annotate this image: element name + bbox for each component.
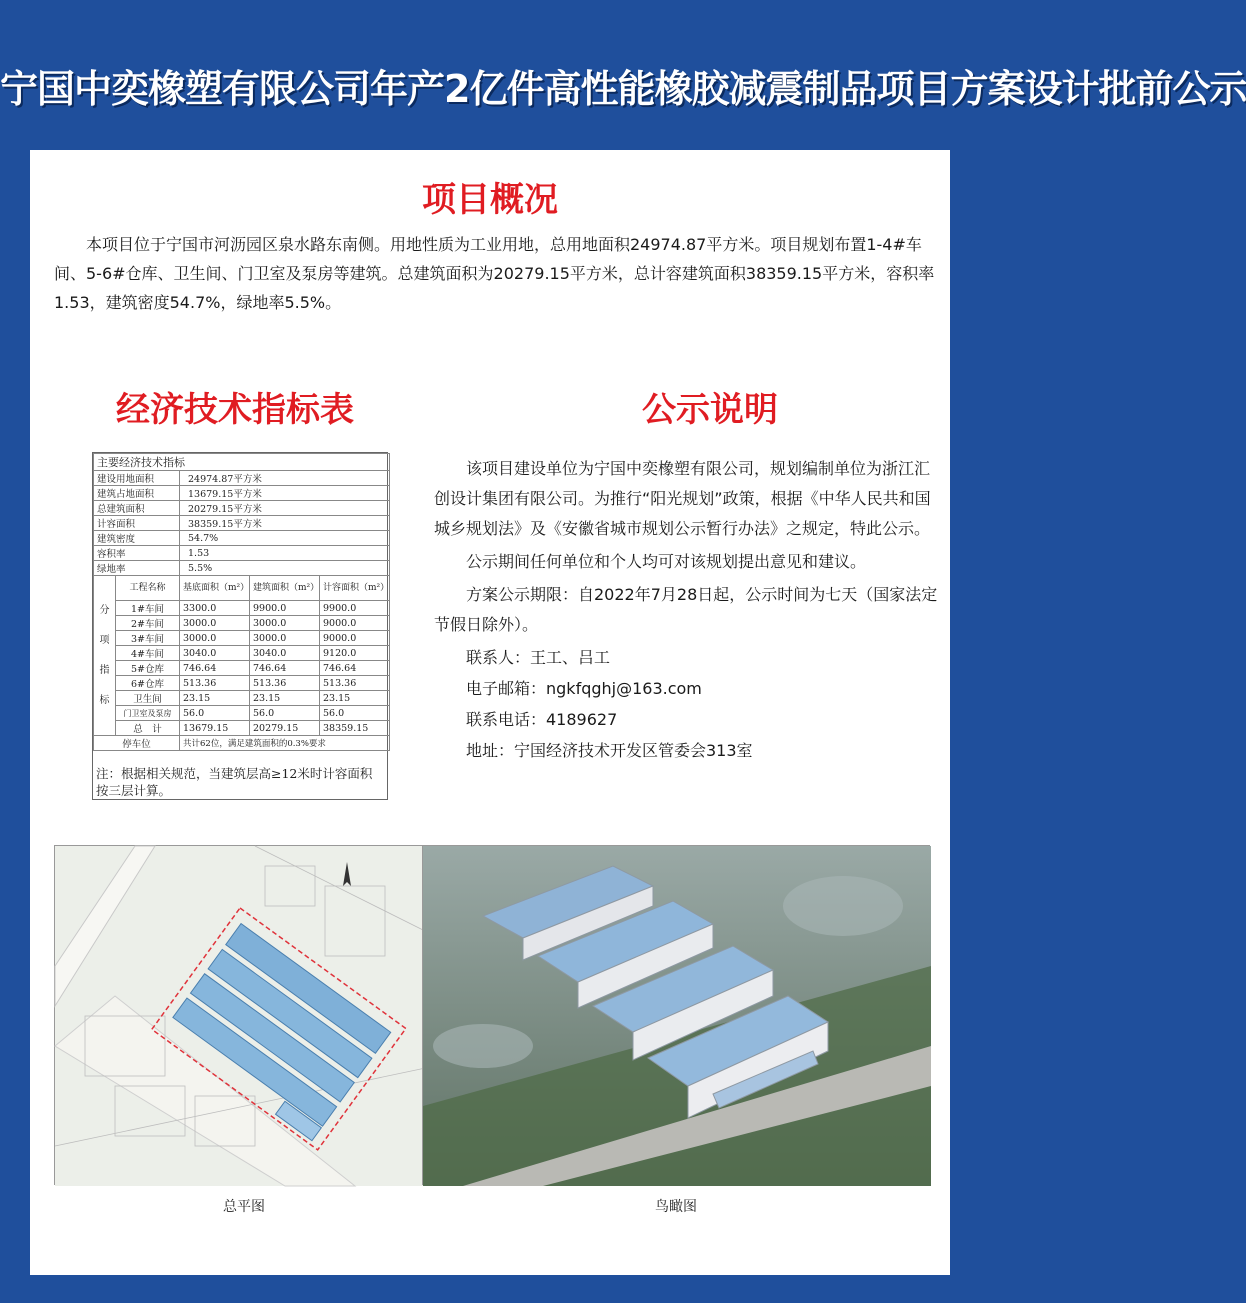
indicator-table-box — [92, 452, 388, 800]
cell-floor: 9900.0 — [250, 601, 320, 616]
parking-label: 停车位 — [94, 736, 180, 751]
summary-label: 容积率 — [94, 546, 180, 561]
cell-name: 5#仓库 — [116, 661, 180, 676]
total-label: 总 计 — [116, 721, 180, 736]
summary-value: 5.5% — [180, 561, 390, 576]
column-header: 计容面积（m²） — [320, 576, 390, 601]
cell-name: 门卫室及泵房 — [116, 706, 180, 721]
aerial-view-image — [422, 845, 930, 1185]
summary-label: 总建筑面积 — [94, 501, 180, 516]
cell-base: 3000.0 — [180, 631, 250, 646]
cell-base: 3040.0 — [180, 646, 250, 661]
cell-far: 9120.0 — [320, 646, 390, 661]
cell-base: 3000.0 — [180, 616, 250, 631]
cell-base: 23.15 — [180, 691, 250, 706]
page-title: 宁国中奕橡塑有限公司年产2亿件高性能橡胶减震制品项目方案设计批前公示 — [0, 67, 1246, 111]
cell-floor: 23.15 — [250, 691, 320, 706]
summary-label: 建筑密度 — [94, 531, 180, 546]
summary-row — [94, 546, 390, 561]
cell-name: 2#车间 — [116, 616, 180, 631]
summary-row — [94, 516, 390, 531]
table-row — [94, 646, 390, 661]
site-plan-image — [54, 845, 434, 1185]
cell-name: 1#车间 — [116, 601, 180, 616]
indicator-table — [93, 453, 390, 751]
summary-value: 24974.87平方米 — [180, 471, 390, 486]
table-row — [94, 631, 390, 646]
parking-value: 共计62位，满足建筑面积的0.3%要求 — [180, 736, 390, 751]
summary-row — [94, 561, 390, 576]
cell-base: 56.0 — [180, 706, 250, 721]
total-base: 13679.15 — [180, 721, 250, 736]
table-note: 注：根据相关规范，当建筑层高≥12米时计容面积按三层计算。 — [96, 766, 373, 798]
cell-far: 56.0 — [320, 706, 390, 721]
column-header: 建筑面积（m²） — [250, 576, 320, 601]
summary-label: 计容面积 — [94, 516, 180, 531]
notice-paragraph: 该项目建设单位为宁国中奕橡塑有限公司，规划编制单位为浙江汇创设计集团有限公司。为推行“阳光规划”政策，根据《中华人民共和国城乡规划法》及《安徽省城市规划公示暂行办法》之规定，特此公示。 — [434, 459, 931, 538]
cell-base: 3300.0 — [180, 601, 250, 616]
summary-value: 20279.15平方米 — [180, 501, 390, 516]
summary-value: 1.53 — [180, 546, 390, 561]
summary-value: 54.7% — [180, 531, 390, 546]
cell-floor: 746.64 — [250, 661, 320, 676]
table-row — [94, 691, 390, 706]
total-row — [94, 721, 390, 736]
cell-far: 9000.0 — [320, 631, 390, 646]
table-row — [94, 676, 390, 691]
cell-name: 3#车间 — [116, 631, 180, 646]
overview-heading: 项目概况 — [422, 180, 558, 220]
summary-row — [94, 471, 390, 486]
cell-far: 513.36 — [320, 676, 390, 691]
contact-email: 电子邮箱：ngkfqghj@163.com — [466, 679, 702, 698]
notice-paragraph: 公示期间任何单位和个人均可对该规划提出意见和建议。 — [466, 552, 867, 571]
group-label — [94, 576, 116, 736]
table-row — [94, 661, 390, 676]
column-header: 工程名称 — [116, 576, 180, 601]
cell-floor: 513.36 — [250, 676, 320, 691]
cell-base: 746.64 — [180, 661, 250, 676]
notice-paragraph: 方案公示期限：自2022年7月28日起，公示时间为七天（国家法定节假日除外）。 — [434, 585, 938, 634]
cell-name: 4#车间 — [116, 646, 180, 661]
cell-floor: 3040.0 — [250, 646, 320, 661]
notice-heading: 公示说明 — [642, 390, 778, 430]
cell-name: 6#仓库 — [116, 676, 180, 691]
overview-text: 本项目位于宁国市河沥园区泉水路东南侧。用地性质为工业用地，总用地面积24974.87平方米。项目规划布置1-4#车间、5-6#仓库、卫生间、门卫室及泵房等建筑。总建筑面积为20279.15平方米，总计容建筑面积38359.15平方米，容积率1.53，建筑密度54.7%，绿地率5.5%。 — [54, 235, 935, 312]
column-header-row — [94, 576, 390, 601]
summary-row — [94, 486, 390, 501]
cell-name: 卫生间 — [116, 691, 180, 706]
cell-floor: 3000.0 — [250, 616, 320, 631]
column-header: 基底面积（m²） — [180, 576, 250, 601]
table-row — [94, 616, 390, 631]
aerial-drawing — [423, 846, 931, 1186]
contact-person: 联系人：王工、吕工 — [466, 648, 611, 667]
indicators-heading: 经济技术指标表 — [116, 390, 354, 430]
table-row — [94, 706, 390, 721]
cell-far: 9900.0 — [320, 601, 390, 616]
site-plan-caption: 总平图 — [223, 1199, 265, 1215]
table-row — [94, 601, 390, 616]
summary-value: 38359.15平方米 — [180, 516, 390, 531]
cell-far: 23.15 — [320, 691, 390, 706]
total-floor: 20279.15 — [250, 721, 320, 736]
cell-floor: 56.0 — [250, 706, 320, 721]
contact-address: 地址：宁国经济技术开发区管委会313室 — [466, 741, 753, 760]
summary-label: 建筑占地面积 — [94, 486, 180, 501]
total-far: 38359.15 — [320, 721, 390, 736]
aerial-caption: 鸟瞰图 — [655, 1199, 697, 1215]
notice-section — [434, 454, 944, 766]
cell-far: 9000.0 — [320, 616, 390, 631]
summary-label: 建设用地面积 — [94, 471, 180, 486]
summary-row — [94, 501, 390, 516]
summary-row — [94, 531, 390, 546]
summary-value: 13679.15平方米 — [180, 486, 390, 501]
cell-far: 746.64 — [320, 661, 390, 676]
content-panel — [30, 150, 950, 1275]
site-plan-drawing — [55, 846, 435, 1186]
summary-label: 绿地率 — [94, 561, 180, 576]
cell-base: 513.36 — [180, 676, 250, 691]
parking-row — [94, 736, 390, 751]
cell-floor: 3000.0 — [250, 631, 320, 646]
contact-phone: 联系电话：4189627 — [466, 710, 618, 729]
group-label-text: 分项指标 — [99, 604, 110, 706]
table-title: 主要经济技术指标 — [94, 454, 390, 471]
